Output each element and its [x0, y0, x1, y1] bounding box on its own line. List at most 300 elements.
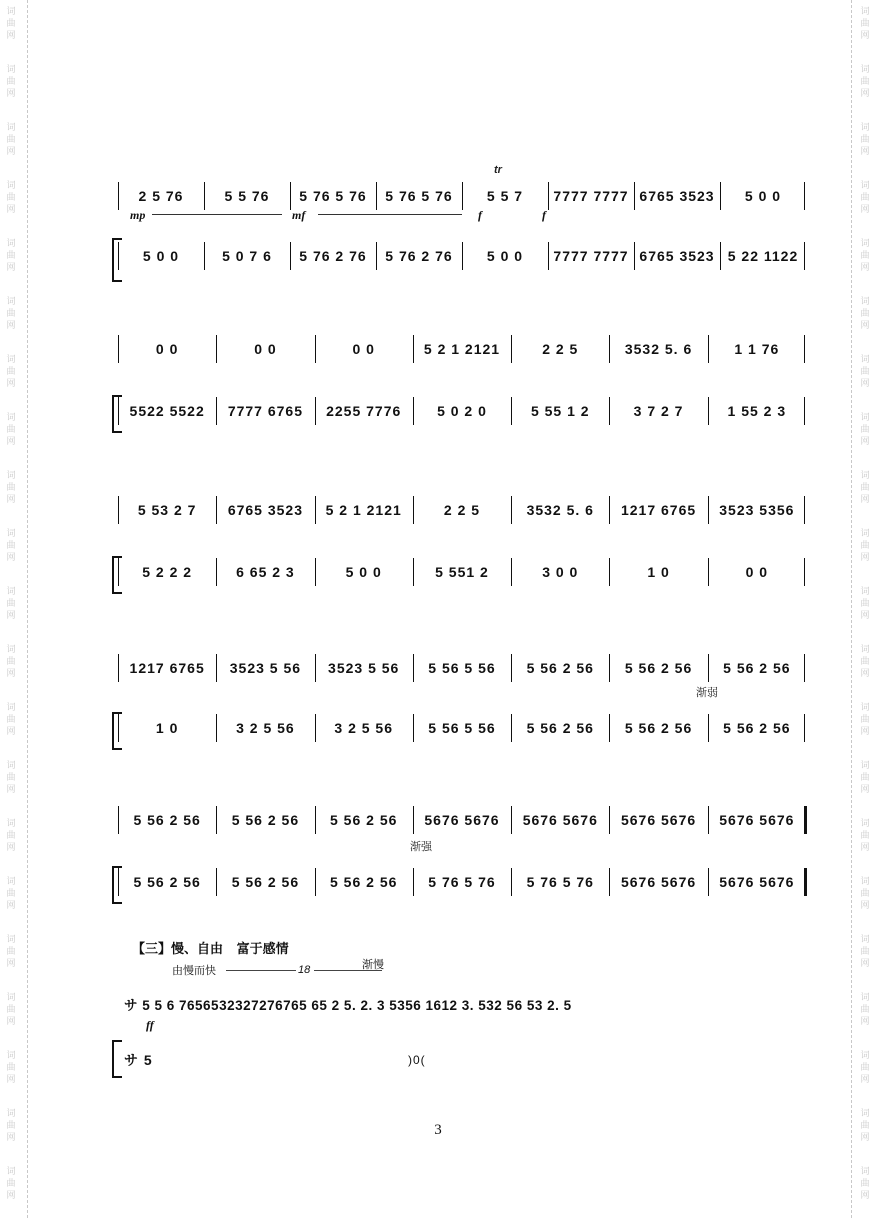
barline-end	[804, 868, 807, 896]
watermark-glyph: 词	[860, 702, 870, 712]
measure: 5 0 0	[486, 248, 524, 264]
barline	[708, 558, 709, 586]
measure: 5 0 7 6	[222, 248, 272, 264]
system-brace	[112, 712, 122, 750]
barline-end	[804, 654, 805, 682]
barline	[511, 806, 512, 834]
watermark-glyph: 词	[860, 6, 870, 16]
barline-end	[804, 182, 805, 210]
upper-staff	[118, 804, 806, 836]
watermark-glyph: 曲	[860, 598, 870, 608]
measure: 5 76 5 76	[428, 874, 496, 890]
barline	[204, 182, 205, 210]
measure: 5 22 1122	[727, 248, 799, 264]
watermark-glyph: 词	[6, 760, 16, 770]
barline	[609, 397, 610, 425]
barline	[413, 714, 414, 742]
watermark-glyph: 曲	[860, 714, 870, 724]
measure: 5 56 2 56	[723, 660, 791, 676]
watermark-glyph: 网	[6, 30, 16, 40]
barline	[634, 182, 635, 210]
watermark-glyph: 网	[860, 784, 870, 794]
barline	[216, 714, 217, 742]
watermark-glyph: 词	[6, 6, 16, 16]
watermark-glyph: 网	[6, 668, 16, 678]
barline-end	[804, 714, 805, 742]
watermark-glyph: 曲	[6, 830, 16, 840]
measure: 2255 7776	[326, 403, 402, 419]
measure: 2 2 5	[443, 502, 481, 518]
measure: 5 56 2 56	[723, 720, 791, 736]
measure: 6765 3523	[639, 188, 715, 204]
measure: 5676 5676	[719, 812, 795, 828]
watermark-glyph: 词	[860, 1108, 870, 1118]
barline	[216, 806, 217, 834]
measure: 0 0	[254, 341, 277, 357]
watermark-glyph: 词	[860, 876, 870, 886]
left-margin-line	[27, 0, 28, 1218]
watermark-glyph: 曲	[6, 18, 16, 28]
watermark-glyph: 网	[860, 204, 870, 214]
watermark-glyph: 曲	[6, 888, 16, 898]
measure: 6 65 2 3	[236, 564, 295, 580]
barline	[315, 558, 316, 586]
barline-start	[118, 335, 119, 363]
measure: 5 2 2 2	[142, 564, 193, 580]
measure: 5 76 2 76	[385, 248, 453, 264]
measure: 1217 6765	[129, 660, 205, 676]
barline	[462, 242, 463, 270]
barline	[216, 496, 217, 524]
watermark-glyph: 词	[6, 470, 16, 480]
barline	[413, 806, 414, 834]
lower-staff	[118, 866, 806, 898]
dynamic-mf: mf	[292, 208, 306, 222]
barline	[511, 335, 512, 363]
barline	[290, 182, 291, 210]
diminuendo-annotation: 渐弱	[696, 687, 718, 699]
watermark-glyph: 曲	[860, 250, 870, 260]
measure: 5 56 2 56	[133, 812, 201, 828]
watermark-glyph: 网	[860, 436, 870, 446]
watermark-glyph: 网	[6, 842, 16, 852]
section3-upper-line	[118, 988, 816, 1020]
system-brace	[112, 866, 122, 904]
barline	[708, 654, 709, 682]
watermark-glyph: 网	[860, 610, 870, 620]
measure: 3532 5. 6	[624, 341, 693, 357]
measure: 5 0 0	[744, 188, 782, 204]
barline	[204, 242, 205, 270]
measure: 5 56 2 56	[330, 812, 398, 828]
watermark-glyph: 曲	[6, 656, 16, 666]
watermark-glyph: 曲	[6, 250, 16, 260]
measure: 5 0 0	[142, 248, 180, 264]
measure: 5 0 2 0	[437, 403, 487, 419]
measure: 5676 5676	[719, 874, 795, 890]
watermark-glyph: 词	[860, 122, 870, 132]
watermark-glyph: 网	[860, 668, 870, 678]
measure: 7777 7777	[553, 248, 629, 264]
barline-start	[118, 496, 119, 524]
barline	[315, 654, 316, 682]
watermark-glyph: 曲	[860, 424, 870, 434]
measure: 5 551 2	[435, 564, 489, 580]
watermark-glyph: 曲	[860, 540, 870, 550]
measure: 3532 5. 6	[526, 502, 594, 518]
tempo-ritardando: 渐慢	[362, 959, 384, 971]
barline	[413, 335, 414, 363]
watermark-glyph: 曲	[860, 1062, 870, 1072]
watermark-glyph: 词	[860, 64, 870, 74]
dynamic-f: f	[478, 208, 482, 222]
measure: 1217 6765	[620, 502, 697, 518]
watermark-glyph: 网	[6, 204, 16, 214]
crescendo-hairpin	[152, 214, 282, 215]
lower-staff	[118, 712, 806, 744]
free-rhythm-lower-end: )0(	[408, 1053, 426, 1067]
measure: 5 56 2 56	[624, 720, 693, 736]
right-margin-line	[851, 0, 852, 1218]
watermark-glyph: 词	[6, 702, 16, 712]
measure: 5676 5676	[424, 812, 500, 828]
measure: 6765 3523	[227, 502, 304, 518]
watermark-glyph: 曲	[860, 192, 870, 202]
dynamic-f-2: f	[542, 208, 546, 222]
barline-start	[118, 654, 119, 682]
barline	[413, 397, 414, 425]
barline	[720, 242, 721, 270]
watermark-glyph: 词	[860, 934, 870, 944]
free-rhythm-lower-start: サ 5	[124, 1052, 153, 1068]
watermark-glyph: 曲	[6, 308, 16, 318]
watermark-glyph: 曲	[860, 830, 870, 840]
watermark-glyph: 网	[6, 320, 16, 330]
watermark-glyph: 词	[6, 992, 16, 1002]
watermark-glyph: 网	[860, 1074, 870, 1084]
measure: 5 2 1 2121	[423, 341, 501, 357]
watermark-glyph: 词	[860, 644, 870, 654]
measure: 5 55 1 2	[530, 403, 590, 419]
watermark-glyph: 曲	[6, 134, 16, 144]
watermark-glyph: 网	[6, 1190, 16, 1200]
watermark-glyph: 词	[860, 586, 870, 596]
watermark-glyph: 网	[6, 1074, 16, 1084]
measure: 0 0	[745, 564, 769, 580]
watermark-glyph: 网	[860, 30, 870, 40]
measure: 5676 5676	[620, 874, 697, 890]
barline	[315, 868, 316, 896]
watermark-glyph: 词	[6, 354, 16, 364]
measure: 3 2 5 56	[236, 720, 295, 736]
barline	[548, 242, 549, 270]
watermark-glyph: 网	[860, 958, 870, 968]
watermark-glyph: 曲	[6, 424, 16, 434]
watermark-glyph: 词	[6, 180, 16, 190]
measure: 5 5 7	[486, 188, 524, 204]
lower-staff	[118, 556, 806, 588]
watermark-glyph: 网	[860, 262, 870, 272]
watermark-glyph: 词	[6, 64, 16, 74]
watermark-glyph: 曲	[860, 946, 870, 956]
watermark-glyph: 曲	[6, 772, 16, 782]
watermark-glyph: 曲	[860, 482, 870, 492]
barline	[216, 397, 217, 425]
watermark-glyph: 网	[6, 1016, 16, 1026]
measure: 5 53 2 7	[137, 502, 197, 518]
watermark-glyph: 词	[860, 1166, 870, 1176]
watermark-glyph: 词	[860, 296, 870, 306]
lower-staff	[118, 240, 806, 272]
measure: 5 76 5 76	[385, 188, 453, 204]
watermark-glyph: 网	[6, 494, 16, 504]
barline	[708, 335, 709, 363]
measure: 5 56 2 56	[133, 874, 201, 890]
measure: 5 56 2 56	[231, 812, 300, 828]
barline	[413, 496, 414, 524]
upper-staff	[118, 652, 806, 684]
watermark-glyph: 曲	[6, 1178, 16, 1188]
watermark-glyph: 词	[6, 934, 16, 944]
watermark-glyph: 网	[860, 146, 870, 156]
watermark-glyph: 词	[6, 238, 16, 248]
watermark-glyph: 词	[860, 992, 870, 1002]
measure: 0 0	[352, 341, 375, 357]
watermark-glyph: 网	[6, 262, 16, 272]
watermark-glyph: 词	[860, 760, 870, 770]
watermark-glyph: 词	[6, 644, 16, 654]
watermark-glyph: 网	[860, 552, 870, 562]
measure: 5 56 2 56	[526, 660, 594, 676]
barline-end	[804, 496, 805, 524]
barline	[216, 868, 217, 896]
watermark-glyph: 网	[6, 726, 16, 736]
barline	[511, 654, 512, 682]
system-brace	[112, 238, 122, 282]
barline	[511, 714, 512, 742]
barline	[462, 182, 463, 210]
watermark-glyph: 词	[860, 1050, 870, 1060]
crescendo-annotation: 渐强	[410, 841, 432, 853]
lower-staff	[118, 395, 806, 427]
watermark-glyph: 词	[6, 586, 16, 596]
barline	[376, 182, 377, 210]
barline	[315, 397, 316, 425]
watermark-glyph: 网	[6, 784, 16, 794]
watermark-glyph: 网	[860, 842, 870, 852]
watermark-glyph: 网	[860, 1132, 870, 1142]
watermark-glyph: 词	[6, 528, 16, 538]
barline	[511, 496, 512, 524]
measure: 7777 6765	[227, 403, 304, 419]
watermark-glyph: 曲	[860, 76, 870, 86]
system-brace	[112, 395, 122, 433]
watermark-glyph: 曲	[860, 772, 870, 782]
watermark-glyph: 词	[860, 412, 870, 422]
barline	[315, 496, 316, 524]
measure: 5 56 2 56	[231, 874, 300, 890]
measure: 5 76 5 76	[526, 874, 594, 890]
measure: 5 76 5 76	[299, 188, 367, 204]
measure: 5 56 2 56	[330, 874, 398, 890]
barline	[708, 714, 709, 742]
measure: 6765 3523	[639, 248, 715, 264]
tempo-accelerando: 由慢而快	[172, 965, 216, 977]
barline	[609, 558, 610, 586]
barline-end	[804, 558, 805, 586]
watermark-glyph: 网	[6, 146, 16, 156]
barline	[720, 182, 721, 210]
watermark-glyph: 曲	[860, 18, 870, 28]
watermark-glyph: 网	[860, 320, 870, 330]
watermark-glyph: 网	[860, 88, 870, 98]
watermark-glyph: 词	[860, 470, 870, 480]
barline	[511, 868, 512, 896]
measure: 0 0	[155, 341, 179, 357]
measure: 5676 5676	[522, 812, 598, 828]
barline	[315, 335, 316, 363]
measure: 7777 7777	[553, 188, 629, 204]
measure: 5 56 2 56	[624, 660, 693, 676]
measure: 5 2 1 2121	[325, 502, 402, 518]
watermark-glyph: 曲	[860, 1120, 870, 1130]
watermark-glyph: 曲	[6, 946, 16, 956]
watermark-glyph: 曲	[860, 1004, 870, 1014]
measure: 1 0	[647, 564, 670, 580]
barline	[609, 714, 610, 742]
measure: 3523 5356	[719, 502, 795, 518]
barline-end	[804, 335, 805, 363]
measure: 2 5 76	[138, 188, 184, 204]
measure: 1 0	[155, 720, 179, 736]
measure: 3 2 5 56	[334, 720, 393, 736]
barline	[413, 558, 414, 586]
measure: 5 56 2 56	[526, 720, 594, 736]
measure: 3 7 2 7	[633, 403, 684, 419]
barline	[708, 397, 709, 425]
watermark-glyph: 网	[6, 378, 16, 388]
watermark-glyph: 曲	[6, 1120, 16, 1130]
barline	[216, 654, 217, 682]
barline	[315, 714, 316, 742]
barline	[609, 654, 610, 682]
watermark-glyph: 网	[6, 88, 16, 98]
watermark-glyph: 网	[6, 552, 16, 562]
watermark-glyph: 曲	[860, 656, 870, 666]
measure: 3 0 0	[542, 564, 579, 580]
measure: 5522 5522	[129, 403, 205, 419]
tempo-extension-line	[226, 970, 296, 971]
barline	[609, 496, 610, 524]
measure: 5 5 76	[224, 188, 270, 204]
barline-end	[804, 397, 805, 425]
barline	[548, 182, 549, 210]
barline	[634, 242, 635, 270]
dynamic-ff: ff	[146, 1018, 154, 1032]
section3-brace	[112, 1040, 122, 1078]
tuplet-number: 18	[298, 964, 311, 976]
upper-staff	[118, 333, 806, 365]
barline	[708, 496, 709, 524]
measure: 2 2 5	[542, 341, 579, 357]
watermark-glyph: 曲	[860, 888, 870, 898]
watermark-glyph: 曲	[6, 714, 16, 724]
watermark-glyph: 网	[6, 436, 16, 446]
watermark-glyph: 词	[860, 238, 870, 248]
dynamic-mp: mp	[130, 208, 146, 222]
watermark-glyph: 曲	[6, 540, 16, 550]
measure: 5 56 5 56	[428, 660, 496, 676]
watermark-glyph: 网	[860, 378, 870, 388]
watermark-glyph: 曲	[6, 1062, 16, 1072]
barline	[511, 558, 512, 586]
measure: 5 76 2 76	[299, 248, 367, 264]
section-heading	[132, 938, 299, 957]
barline	[290, 242, 291, 270]
watermark-glyph: 曲	[860, 308, 870, 318]
free-rhythm-upper: サ 5 5 6 7656532327276765 65 2 5. 2. 3 5356 1612 3. 532 56 53 2. 5	[124, 998, 572, 1013]
section-expression: 富于感情	[236, 941, 289, 956]
measure: 3523 5 56	[328, 660, 400, 676]
measure: 5 0 0	[345, 564, 382, 580]
watermark-glyph: 曲	[860, 366, 870, 376]
watermark-glyph: 词	[6, 1108, 16, 1118]
watermark-glyph: 词	[860, 180, 870, 190]
measure: 1 55 2 3	[727, 403, 787, 419]
watermark-glyph: 词	[860, 528, 870, 538]
watermark-glyph: 曲	[6, 192, 16, 202]
measure: 5676 5676	[620, 812, 697, 828]
section-title: 【三】慢、自由	[132, 941, 224, 956]
watermark-glyph: 曲	[6, 598, 16, 608]
system-brace	[112, 556, 122, 594]
watermark-glyph: 曲	[6, 366, 16, 376]
measure: 1 1 76	[734, 341, 780, 357]
watermark-glyph: 网	[6, 1132, 16, 1142]
watermark-glyph: 词	[860, 818, 870, 828]
watermark-glyph: 词	[6, 1050, 16, 1060]
watermark-glyph: 网	[860, 1190, 870, 1200]
watermark-glyph: 词	[6, 296, 16, 306]
watermark-glyph: 曲	[6, 76, 16, 86]
barline	[708, 806, 709, 834]
watermark-glyph: 网	[860, 900, 870, 910]
watermark-glyph: 网	[860, 494, 870, 504]
watermark-glyph: 词	[6, 1166, 16, 1176]
watermark-glyph: 词	[6, 818, 16, 828]
trill-mark: tr	[494, 164, 502, 176]
barline-end	[804, 242, 805, 270]
barline	[413, 654, 414, 682]
watermark-glyph: 曲	[860, 134, 870, 144]
barline-start	[118, 806, 119, 834]
barline	[609, 806, 610, 834]
barline	[216, 335, 217, 363]
watermark-glyph: 词	[6, 412, 16, 422]
watermark-glyph: 曲	[6, 1004, 16, 1014]
watermark-glyph: 词	[860, 354, 870, 364]
watermark-glyph: 曲	[6, 482, 16, 492]
watermark-glyph: 词	[6, 122, 16, 132]
upper-staff	[118, 180, 806, 212]
barline	[376, 242, 377, 270]
barline	[511, 397, 512, 425]
watermark-glyph: 网	[860, 726, 870, 736]
measure: 5 56 5 56	[428, 720, 496, 736]
barline	[315, 806, 316, 834]
barline	[609, 868, 610, 896]
barline-end	[804, 806, 807, 834]
